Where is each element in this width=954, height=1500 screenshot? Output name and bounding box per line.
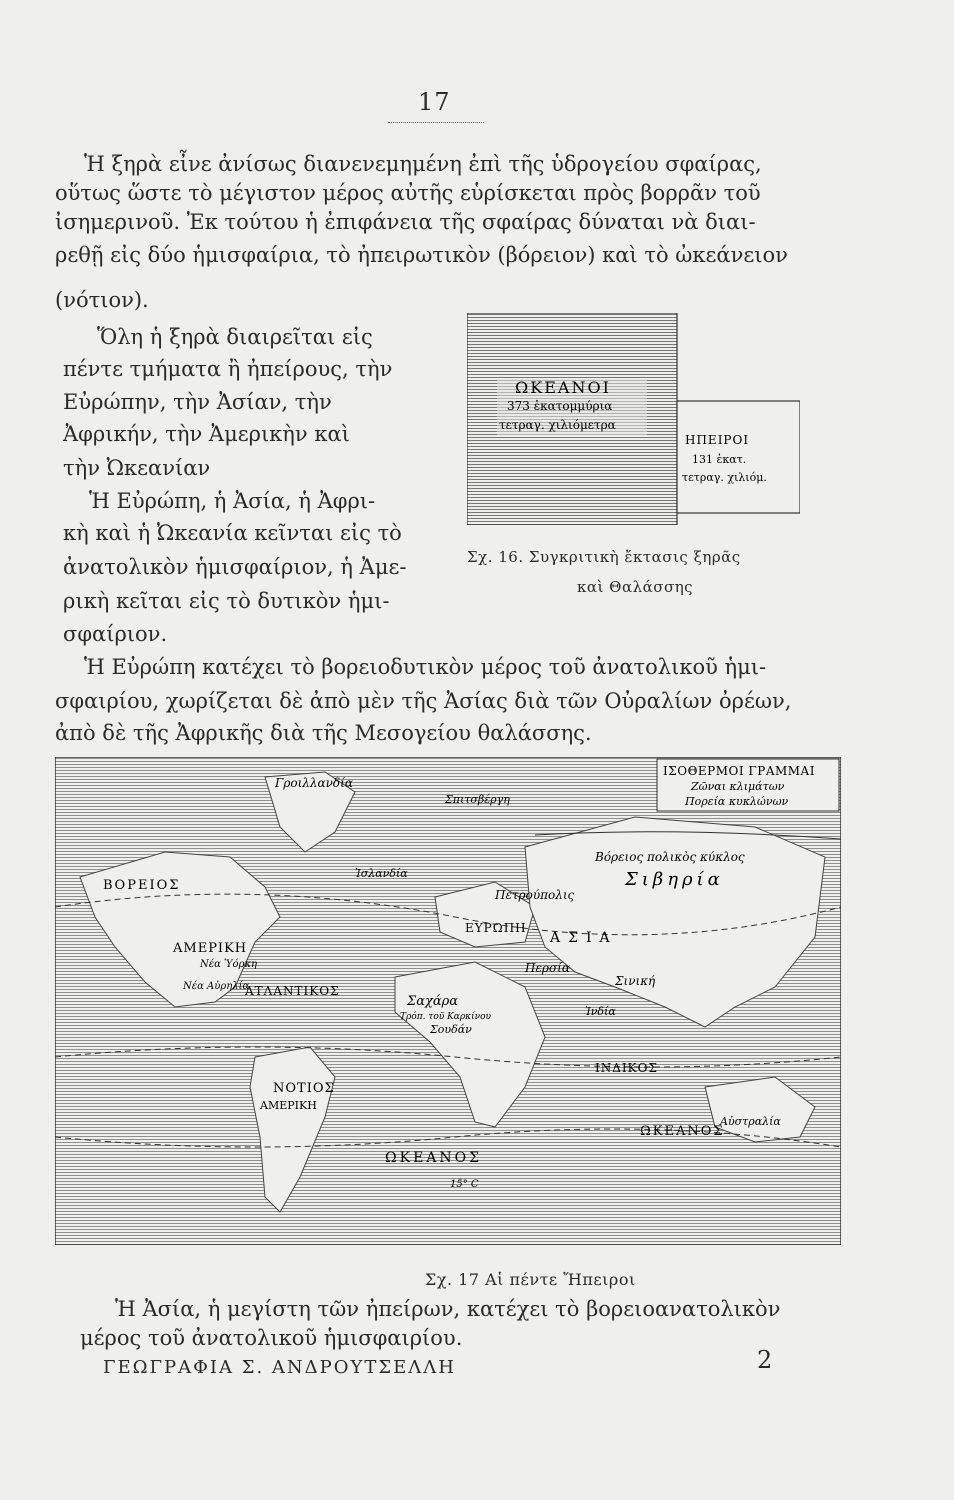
oceans-unit: τετραγ. χιλιόμετρα [499,418,616,432]
tropic-of-cancer-label: Τρόπ. τοῦ Καρκίνου [400,1012,491,1022]
australia-label: Αὐστραλία [720,1115,781,1128]
figure16-caption-line2: καὶ Θαλάσσης [577,578,694,596]
new-york-label: Νέα Ὑόρκη [200,959,258,970]
ocean-label: ΩΚΕΑΝΟΣ [385,1150,483,1166]
asia-label: ΑΣΙΑ [550,930,618,946]
atlantic-label: ΑΤΛΑΝΤΙΚΟΣ [245,984,340,998]
paragraph1-line: Ἡ ξηρὰ εἶνε ἀνίσως διανενεμημένη ἐπὶ τῆς ὑδρογείου σφαίρας, [84,152,762,176]
isotherm-value-label: 15° C [450,1179,479,1190]
south-label: ΝΟΤΙΟΣ [273,1081,335,1096]
new-orleans-label: Νέα Αὐρηλία [183,981,250,992]
south-america-label: ΑΜΕΡΙΚΗ [260,1099,317,1112]
europe-label: ΕΥΡΩΠΗ [465,921,527,935]
continents-value: 131 ἑκατ. [692,453,747,466]
petroupolis-label: Πετρούπολις [495,888,575,902]
oceans-label: ΩΚΕΑΝΟΙ [515,378,611,397]
sudan-label: Σουδάν [430,1023,472,1036]
paragraph1-line: οὕτως ὥστε τὸ μέγιστον μέρος αὐτῆς εὑρίσκεται πρὸς βορρᾶν τοῦ [55,181,761,205]
china-label: Σινική [615,974,656,988]
paragraph4-line: ἀπὸ δὲ τῆς Ἀφρικῆς διὰ τῆς Μεσογείου θαλάσσης. [55,721,592,745]
page-number: 17 [418,88,451,116]
paragraph3-line: κὴ καὶ ἡ Ὠκεανία κεῖνται εἰς τὸ [63,521,402,545]
paragraph2-line: πέντε τμήματα ἢ ἠπείρους, τὴν [63,357,393,381]
paragraph2-line: Ὅλη ἡ ξηρὰ διαιρεῖται εἰς [97,325,373,349]
paragraph3-line: ἀνατολικὸν ἡμισφαίριον, ἡ Ἀμε- [63,555,407,579]
legend-cyclone-paths: Πορεία κυκλώνων [685,795,789,808]
north-america-label: ΑΜΕΡΙΚΗ [173,941,248,956]
figure17-caption: Σχ. 17 Αἱ πέντε Ἤπειροι [425,1270,636,1289]
paragraph2-line: Εὐρώπην, τὴν Ἀσίαν, τὴν [63,390,332,414]
paragraph1-line: ἰσημερινοῦ. Ἐκ τούτου ἡ ἐπιφάνεια τῆς σφαίρας δύναται νὰ διαι- [55,210,756,234]
paragraph1-line: ρεθῇ εἰς δύο ἡμισφαίρια, τὸ ἠπειρωτικὸν (βόρειον) καὶ τὸ ὠκεάνειον [55,243,788,267]
oceans-value: 373 ἑκατομμύρια [507,399,613,413]
footer-book-title: ΓΕΩΓΡΑΦΙΑ Σ. ΑΝΔΡΟΥΤΣΕΛΛΗ [103,1357,456,1378]
land-sea-comparison-figure [467,313,800,525]
paragraph4-line: Ἡ Εὐρώπη κατέχει τὸ βορειοδυτικὸν μέρος τοῦ ἀνατολικοῦ ἡμι- [84,655,767,679]
continents-label: ΗΠΕΙΡΟΙ [685,433,750,447]
paragraph3-line: ρικὴ κεῖται εἰς τὸ δυτικὸν ἡμι- [63,589,390,613]
paragraph2-line: τὴν Ὠκεανίαν [63,456,211,480]
paragraph1-line: (νότιον). [55,288,149,312]
legend-title: ΙΣΟΘΕΡΜΟΙ ΓΡΑΜΜΑΙ [663,764,815,778]
legend-climate-zones: Ζῶναι κλιμάτων [691,780,785,793]
paragraph4-line: σφαιρίου, χωρίζεται δὲ ἀπὸ μὲν τῆς Ἀσίας διὰ τῶν Οὐραλίων ὀρέων, [55,689,792,713]
sheet-number: 2 [757,1346,773,1374]
spitsbergen-label: Σπιτσβέργη [445,793,510,806]
paragraph5-line: μέρος τοῦ ἀνατολικοῦ ἡμισφαιρίου. [80,1326,463,1350]
paragraph3-line: Ἡ Εὐρώπη, ἡ Ἀσία, ἡ Ἀφρι- [89,489,376,513]
sahara-label: Σαχάρα [407,994,459,1009]
persia-label: Περσία [525,961,570,975]
paragraph5-line: Ἡ Ἀσία, ἡ μεγίστη τῶν ἠπείρων, κατέχει τὸ βορειοανατολικὸν [115,1297,781,1321]
north-label: ΒΟΡΕΙΟΣ [103,878,181,893]
paragraph2-line: Ἀφρικήν, τὴν Ἀμερικὴν καὶ [63,422,350,446]
page-number-rule [388,122,484,123]
greenland-label: Γροιλλανδία [275,776,353,790]
iceland-label: Ἰσλανδία [355,867,408,880]
figure16-caption: Σχ. 16. Συγκριτικὴ ἔκτασις ξηρᾶς [467,548,741,566]
arctic-circle-label: Βόρειος πολικὸς κύκλος [595,850,745,864]
paragraph3-line: σφαίριον. [63,622,168,646]
indian-ocean-label: ΙΝΔΙΚΟΣ [595,1061,658,1075]
siberia-label: Σιβηρία [625,869,724,890]
india-label: Ἰνδία [585,1005,616,1018]
ocean-label-east: ΩΚΕΑΝΟΣ [640,1124,725,1139]
continents-unit: τετραγ. χιλιόμ. [682,471,767,484]
world-map-figure [55,757,841,1245]
